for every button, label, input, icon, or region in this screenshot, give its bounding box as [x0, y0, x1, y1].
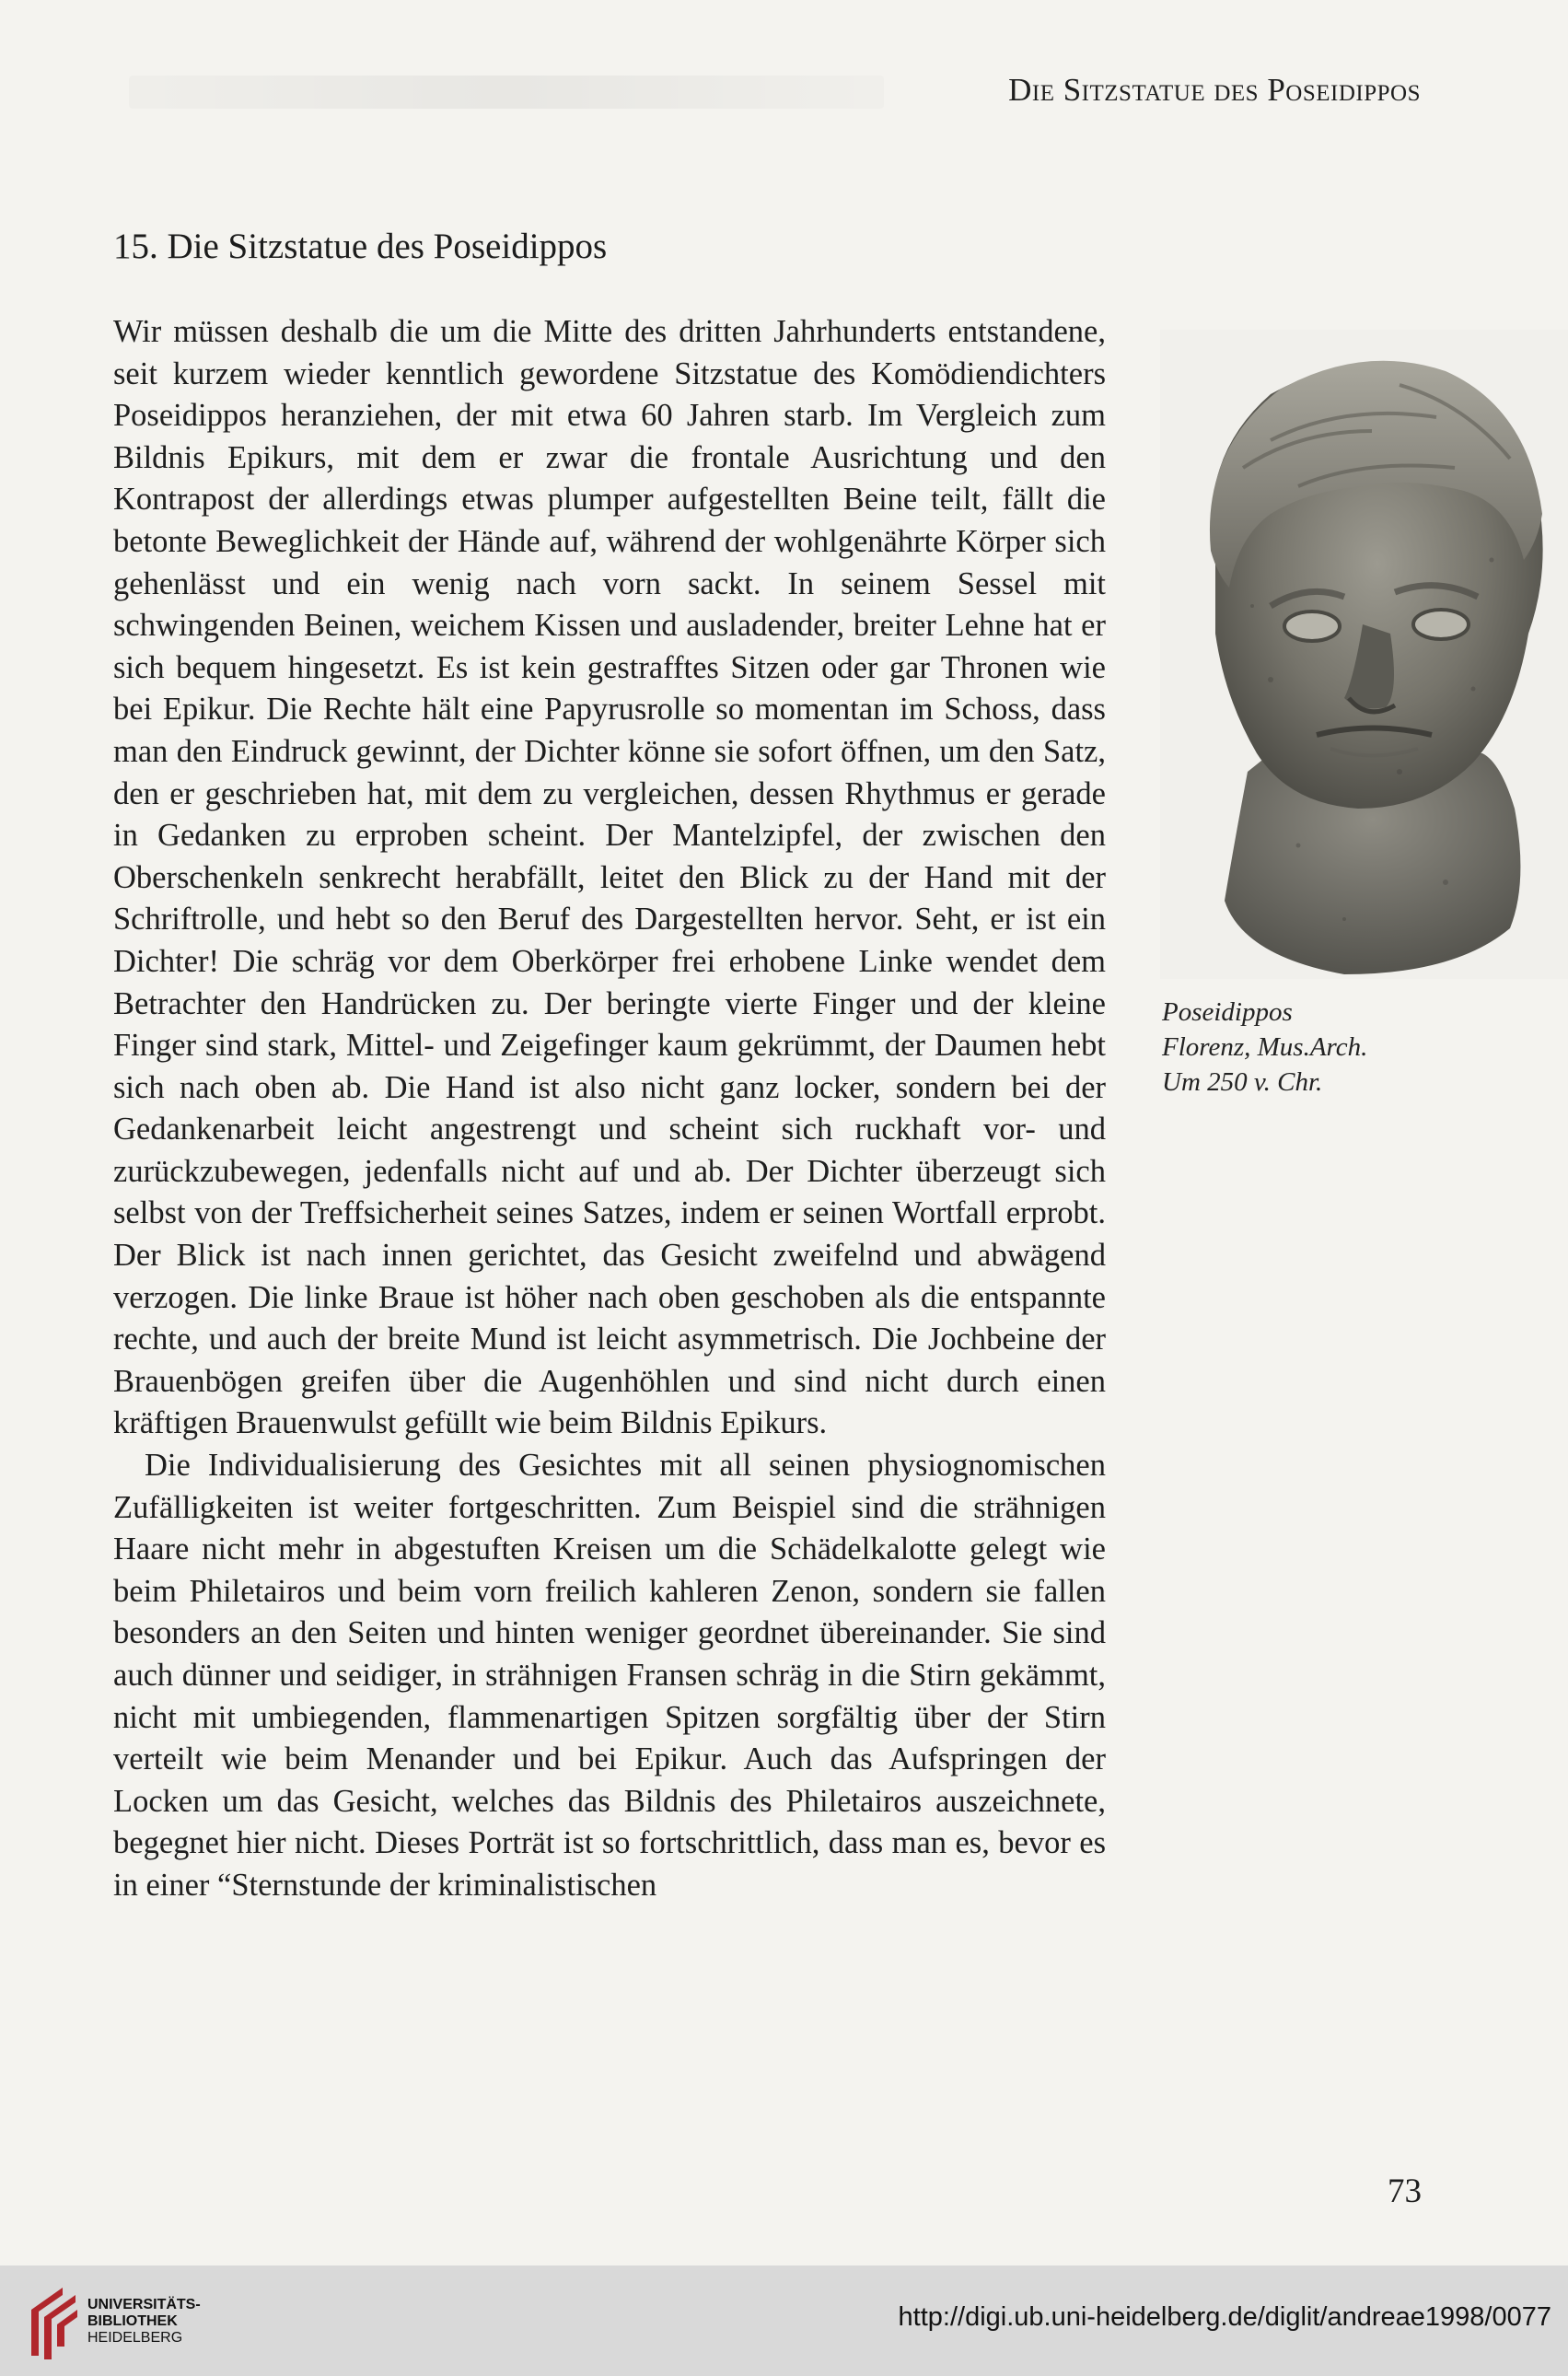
- body-text: [113, 311, 1106, 1907]
- page-number: 73: [1388, 2172, 1422, 2210]
- portrait-photo: [1160, 330, 1568, 979]
- figure-caption: [1162, 995, 1367, 1100]
- marble-head-image: [1160, 330, 1568, 979]
- caption-date: Um 250 v. Chr.: [1162, 1067, 1323, 1097]
- running-head: Die Sitzstatue des Poseidippos: [1008, 72, 1421, 108]
- section-title: 15. Die Sitzstatue des Poseidippos: [113, 227, 608, 266]
- paragraph-1: Wir müssen deshalb die um die Mitte des dritten Jahrhunderts entstandene, seit kurzem wieder kenntlich gewordene Sitzstatue des Komödiendichters Poseidippos heranziehen, der mit etwa 60 Jahren starb. Im Vergleich zum Bildnis Epikurs, mit dem er zwar die frontale Ausrichtung und den Kontrapost der allerdings etwas plumper aufgestellten Beine teilt, fällt die betonte Beweglichkeit der Hände auf, während der wohlgenährte Körper sich gehenlässt und ein wenig nach vorn sackt. In seinem Sessel mit schwingenden Beinen, weichem Kissen und ausladender, breiter Lehne hat er sich bequem hingesetzt. Es ist kein gestrafftes Sitzen oder gar Thronen wie bei Epikur. Die Rechte hält eine Papyrusrolle so momentan im Schoss, dass man den Eindruck gewinnt, der Dichter könne sie sofort öffnen, um den Satz, den er geschrieben hat, mit dem zu vergleichen, dessen Rhythmus er gerade in Gedanken zu erproben scheint. Der Mantelzipfel, der zwischen den Oberschenkeln senkrecht herabfällt, leitet den Blick zu der Hand mit der Schriftrolle, und hebt so den Beruf des Dargestellten hervor. Seht, er ist ein Dichter! Die schräg vor dem Oberkörper frei erhobene Linke wendet dem Betrachter den Handrücken zu. Der beringte vierte Finger und der kleine Finger sind stark, Mittel- und Zeigefinger kaum gekrümmt, der Daumen hebt sich nach oben ab. Die Hand ist also nicht ganz locker, sondern bei der Gedankenarbeit leicht angestrengt und scheint sich ruckhaft vor- und zurückzubewegen, jedenfalls nicht auf und ab. Der Dichter überzeugt sich selbst von der Treffsicherheit seines Satzes, indem er seinen Wortfall erprobt. Der Blick ist nach innen gerichtet, das Gesicht zweifelnd und abwägend verzogen. Die linke Braue ist höher nach oben geschoben als die entspannte rechte, und auch der breite Mund ist leicht asymmetrisch. Die Jochbeine der Brauenbögen greifen über die Augenhöhlen und sind nicht durch einen kräftigen Brauenwulst gefüllt wie beim Bildnis Epikurs.: [113, 314, 1106, 1441]
- library-logo-icon: [26, 2282, 83, 2361]
- caption-location: Florenz, Mus.Arch.: [1162, 1032, 1368, 1062]
- paragraph-2: Die Individualisierung des Gesichtes mit all seinen physiognomischen Zufälligkeiten ist weiter fortgeschritten. Zum Beispiel sind die strähnigen Haare nicht mehr in abgestuften Kreisen um die Schädelkalotte gelegt wie beim Philetairos und beim vorn freilich kahleren Zenon, sondern sie fallen besonders an den Seiten und hinten weniger geordnet übereinander. Sie sind auch dünner und seidiger, in strähnigen Fransen schräg in die Stirn gekämmt, nicht mit umbiegenden, flammenartigen Spitzen sorgfältig über der Stirn verteilt wie beim Menander und bei Epikur. Auch das Aufspringen der Locken um das Gesicht, welches das Bildnis des Philetairos auszeichnete, begegnet hier nicht. Dieses Porträt ist so fortschrittlich, dass man es, bevor es in einer “Sternstunde der kriminalistischen: [113, 1448, 1106, 1903]
- digitization-footer: [0, 2265, 1568, 2376]
- caption-title: Poseidippos: [1162, 997, 1293, 1027]
- library-name: UNIVERSITÄTS- BIBLIOTHEK HEIDELBERG: [87, 2297, 201, 2346]
- source-url-link[interactable]: http://digi.ub.uni-heidelberg.de/diglit/andreae1998/0077: [898, 2302, 1551, 2332]
- bleed-through-shadow: [129, 76, 884, 109]
